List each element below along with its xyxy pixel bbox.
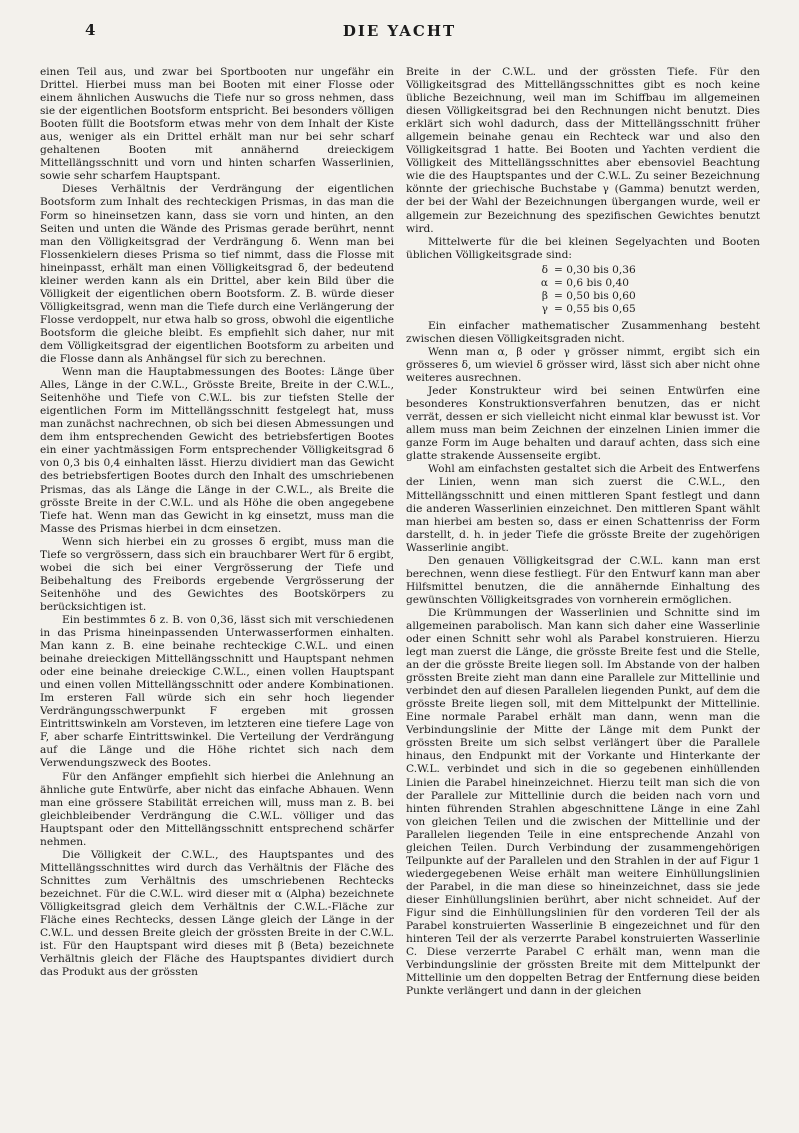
formula-symbol: δ: [541, 263, 548, 276]
paragraph: Wenn man α, β oder γ grösser nimmt, ergibt sich ein grösseres δ, um wieviel δ grösser wird, lässt sich aber nicht ohne weiteres ausrechnen.: [406, 345, 760, 385]
page-header: [40, 0, 759, 50]
paragraph: Für den Anfänger empfiehlt sich hierbei die Anlehnung an ähnliche gute Entwürfe, aber nicht das einfache Abhauen. Wenn man eine grössere Stabilität erreichen will, muss man z. B. bei gleichbleibender Verdrängung die C.W.L. völliger und das Hauptspant oder den Mittellängsschnitt entsprechend schärfer nehmen.: [40, 770, 394, 848]
right-column: [406, 66, 760, 1126]
paragraph: Den genauen Völligkeitsgrad der C.W.L. kann man erst berechnen, wenn diese festliegt. Für den Entwurf kann man aber Hilfsmittel benutzen, die die annähernde Einhaltung des gewünschten Völligkeitsgrades von vornherein ermöglichen.: [406, 554, 760, 606]
left-column: [40, 66, 394, 1126]
paragraph: Die Krümmungen der Wasserlinien und Schnitte sind im allgemeinen parabolisch. Man kann sich daher eine Wasserlinie oder einen Schnitt sehr wohl als Parabel konstruieren. Hierzu legt man zuerst die Länge, die grösste Breite fest und die Stelle, an der die grösste Breite liegen soll. Im Abstande von der halben grössten Breite zieht man dann eine Parallele zur Mittellinie und verbindet den auf diesen Parallelen liegenden Punkt, auf dem die grösste Breite liegen soll, mit dem Mittelpunkt der Mittellinie. Eine normale Parabel erhält man dann, wenn man die Verbindungslinie der Mitte der Länge mit dem Punkt der grössten Breite um sich selbst verlängert über die Parallele hinaus, den Endpunkt mit der Vorkante und Hinterkante der C.W.L. verbindet und sich in die so gegebenen einhüllenden Linien die Parabel hineinzeichnet. Hierzu teilt man sich die von der Parallele zur Mittellinie durch die beiden nach vorn und hinten führenden Strahlen abgeschnittene Länge in eine Zahl von gleichen Teilen und die zwischen der Mittellinie und der Parallelen liegenden Teile in eine entsprechende Anzahl von gleichen Teilen. Durch Verbindung der zusammengehörigen Teilpunkte auf der Parallelen und den Strahlen in der auf Figur 1 wiedergegebenen Weise erhält man weitere Einhüllungslinien der Parabel, in die man diese so hineinzeichnet, dass sie jede dieser Einhüllungslinien berührt, aber nicht schneidet. Auf der Figur sind die Einhüllungslinien für den vorderen Teil der als Parabel konstruierten Wasserlinie B eingezeichnet und für den hinteren Teil der als verzerrte Parabel konstruierten Wasserlinie C. Diese verzerrte Parabel C erhält man, wenn man die Verbindungslinie der grössten Breite mit dem Mittelpunkt der Mittellinie um den doppelten Betrag der Entfernung diese beiden Punkte verlängert und dann in der gleichen: [406, 606, 760, 998]
page-number: 4: [85, 21, 96, 39]
paragraph: Breite in der C.W.L. und der grössten Tiefe. Für den Völligkeitsgrad des Mittellängsschnittes gibt es noch keine übliche Bezeichnung, weil man im Schiffbau im allgemeinen diesen Völligkeitsgrad bei den Rechnungen nicht benutzt. Dies erklärt sich wohl dadurch, dass der Mittellängsschnitt früher allgemein beinahe genau ein Rechteck war und also den Völligkeitsgrad 1 hatte. Bei Booten und Yachten verdient die Völligkeit des Mittellängsschnittes aber ebensoviel Beachtung wie die des Hauptspantes und der C.W.L. Zu seiner Bezeichnung könnte der griechische Buchstabe γ (Gamma) benutzt werden, der bei der Wahl der Bezeichnungen übergangen wurde, weil er allgemein zur Bezeichnung des spezifischen Gewichtes benutzt wird.: [406, 66, 760, 235]
paragraph: Wenn man die Hauptabmessungen des Bootes: Länge über Alles, Länge in der C.W.L., Grösste Breite, Breite in der C.W.L., Seitenhöhe und Tiefe von C.W.L. bis zur tiefsten Stelle der eigentlichen Form im Mittellängsschnitt festgelegt hat, muss man zunächst nachrechnen, ob sich bei diesen Abmessungen und dem ihm entsprechenden Gewicht des betriebsfertigen Bootes ein einer yachtmässigen Form entsprechender Völligkeitsgrad δ von 0,3 bis 0,4 einhalten lässt. Hierzu dividiert man das Gewicht des betriebsfertigen Bootes durch den Inhalt des umschriebenen Prismas, das als Länge die Länge in der C.W.L., als Breite die grösste Breite in der C.W.L. und als Höhe die oben angegebene Tiefe hat. Wenn man das Gewicht in kg einsetzt, muss man die Masse des Prismas hierbei in dcm einsetzen.: [40, 366, 394, 535]
formula-value: = 0,50 bis 0,60: [554, 289, 636, 302]
formula-symbol: γ: [541, 302, 548, 315]
paragraph: Jeder Konstrukteur wird bei seinen Entwürfen eine besonderes Konstruktionsverfahren benutzen, das er nicht verrät, dessen er sich vielleicht nicht einmal klar bewusst ist. Vor allem muss man beim Zeichnen der einzelnen Linien immer die ganze Form im Auge behalten und darauf achten, dass sich eine glatte strakende Aussenseite ergibt.: [406, 385, 760, 463]
formula-value: = 0,30 bis 0,36: [554, 263, 636, 276]
paragraph: Wohl am einfachsten gestaltet sich die Arbeit des Entwerfens der Linien, wenn man sich zuerst die C.W.L., den Mittellängsschnitt und einen mittleren Spant festlegt und dann die anderen Wasserlinien einzeichnet. Den mittleren Spant wählt man hierbei am besten so, dass er einen Schattenriss der Form darstellt, d. h. in jeder Tiefe die grösste Breite der zugehörigen Wasserlinie angibt.: [406, 463, 760, 554]
formula-list: [406, 264, 760, 316]
formula-symbol: β: [541, 289, 548, 302]
paragraph: einen Teil aus, und zwar bei Sportbooten nur ungefähr ein Drittel. Hierbei muss man bei Booten mit einer Flosse oder einem ähnlichen Auswuchs die Tiefe nur so gross nehmen, dass sie der eigentlichen Bootsform entspricht. Bei besonders völligen Booten füllt die Bootsform etwas mehr von dem Inhalt der Kiste aus, weniger als ein Drittel erhält man nur bei sehr scharf gehaltenen Booten mit annähernd dreieckigem Mittellängsschnitt und vorn und hinten scharfen Wasserlinien, sowie sehr scharfem Hauptspant.: [40, 66, 394, 183]
right-column-intro: [406, 66, 760, 262]
right-column-body: [406, 320, 760, 998]
formula-row: [508, 277, 658, 290]
paragraph: Ein einfacher mathematischer Zusammenhang besteht zwischen diesen Völligkeitsgraden nicht.: [406, 319, 760, 345]
paragraph: Wenn sich hierbei ein zu grosses δ ergibt, muss man die Tiefe so vergrössern, dass sich ein brauchbarer Wert für δ ergibt, wobei die sich bei einer Vergrösserung der Tiefe und Beibehaltung des Freibords ergebende Vergrösserung der Seitenhöhe und des Gewichtes des Bootskörpers zu berücksichtigen ist.: [40, 535, 394, 613]
formula-value: = 0,6 bis 0,40: [554, 276, 630, 289]
paragraph: Dieses Verhältnis der Verdrängung der eigentlichen Bootsform zum Inhalt des rechteckigen Prismas, in das man die Form so hineinsetzen kann, dass sie vorn und hinten, an den Seiten und unten die Wände des Prismas gerade berührt, nennt man den Völligkeitsgrad der Verdrängung δ. Wenn man bei Flossenkielern dieses Prisma so tief nimmt, dass die Flosse mit hineinpasst, erhält man einen Völligkeitsgrad δ, der bedeutend kleiner werden kann als ein Drittel, aber kein Bild über die Völligkeit der eigentlichen obern Bootsform. Z. B. würde dieser Völligkeitsgrad, wenn man die Tiefe durch eine Verlängerung der Flosse verdoppelt, nur etwa halb so gross, obwohl die eigentliche Bootsform die gleiche bleibt. Es empfiehlt sich daher, nur mit dem Völligkeitsgrad der eigentlichen Bootsform zu arbeiten und die Flosse dann als Anhängsel für sich zu berechnen.: [40, 183, 394, 366]
paragraph: Die Völligkeit der C.W.L., des Hauptspantes und des Mittellängsschnittes wird durch das Verhältnis der Fläche des Schnittes zum Verhältnis des umschriebenen Rechtecks bezeichnet. Für die C.W.L. wird dieser mit α (Alpha) bezeichnete Völligkeitsgrad gleich dem Verhältnis der C.W.L.-Fläche zur Fläche eines Rechtecks, dessen Länge gleich der Länge in der C.W.L. und dessen Breite gleich der grössten Breite in der C.W.L. ist. Für den Hauptspant wird dieses mit β (Beta) bezeichnete Verhältnis gleich der Fläche des Hauptspantes dividiert durch das Produkt aus der grössten: [40, 848, 394, 979]
paragraph: Ein bestimmtes δ z. B. von 0,36, lässt sich mit verschiedenen in das Prisma hineinpassenden Unterwasserformen einhalten. Man kann z. B. eine beinahe rechteckige C.W.L. und einen beinahe dreieckigen Mittellängsschnitt und Hauptspant nehmen oder eine beinahe dreieckige C.W.L., einen vollen Hauptspant und einen vollen Mittellängsschnitt oder andere Kombinationen. Im ersteren Fall würde sich ein sehr hoch liegender Verdrängungsschwerpunkt F ergeben mit grossen Eintrittswinkeln am Vorsteven, im letzteren eine tiefere Lage von F, aber scharfe Eintrittswinkel. Die Verteilung der Verdrängung auf die Länge und die Höhe richtet sich nach dem Verwendungszweck des Bootes.: [40, 613, 394, 770]
formula-value: = 0,55 bis 0,65: [554, 302, 636, 315]
formula-row: [508, 303, 658, 316]
formula-symbol: α: [540, 276, 548, 289]
paragraph: Mittelwerte für die bei kleinen Segelyachten und Booten üblichen Völligkeitsgrade sind:: [406, 235, 760, 261]
formula-row: [508, 290, 658, 303]
text-columns: [40, 66, 760, 1126]
running-title: DIE YACHT: [342, 22, 457, 40]
formula-row: [508, 264, 658, 277]
